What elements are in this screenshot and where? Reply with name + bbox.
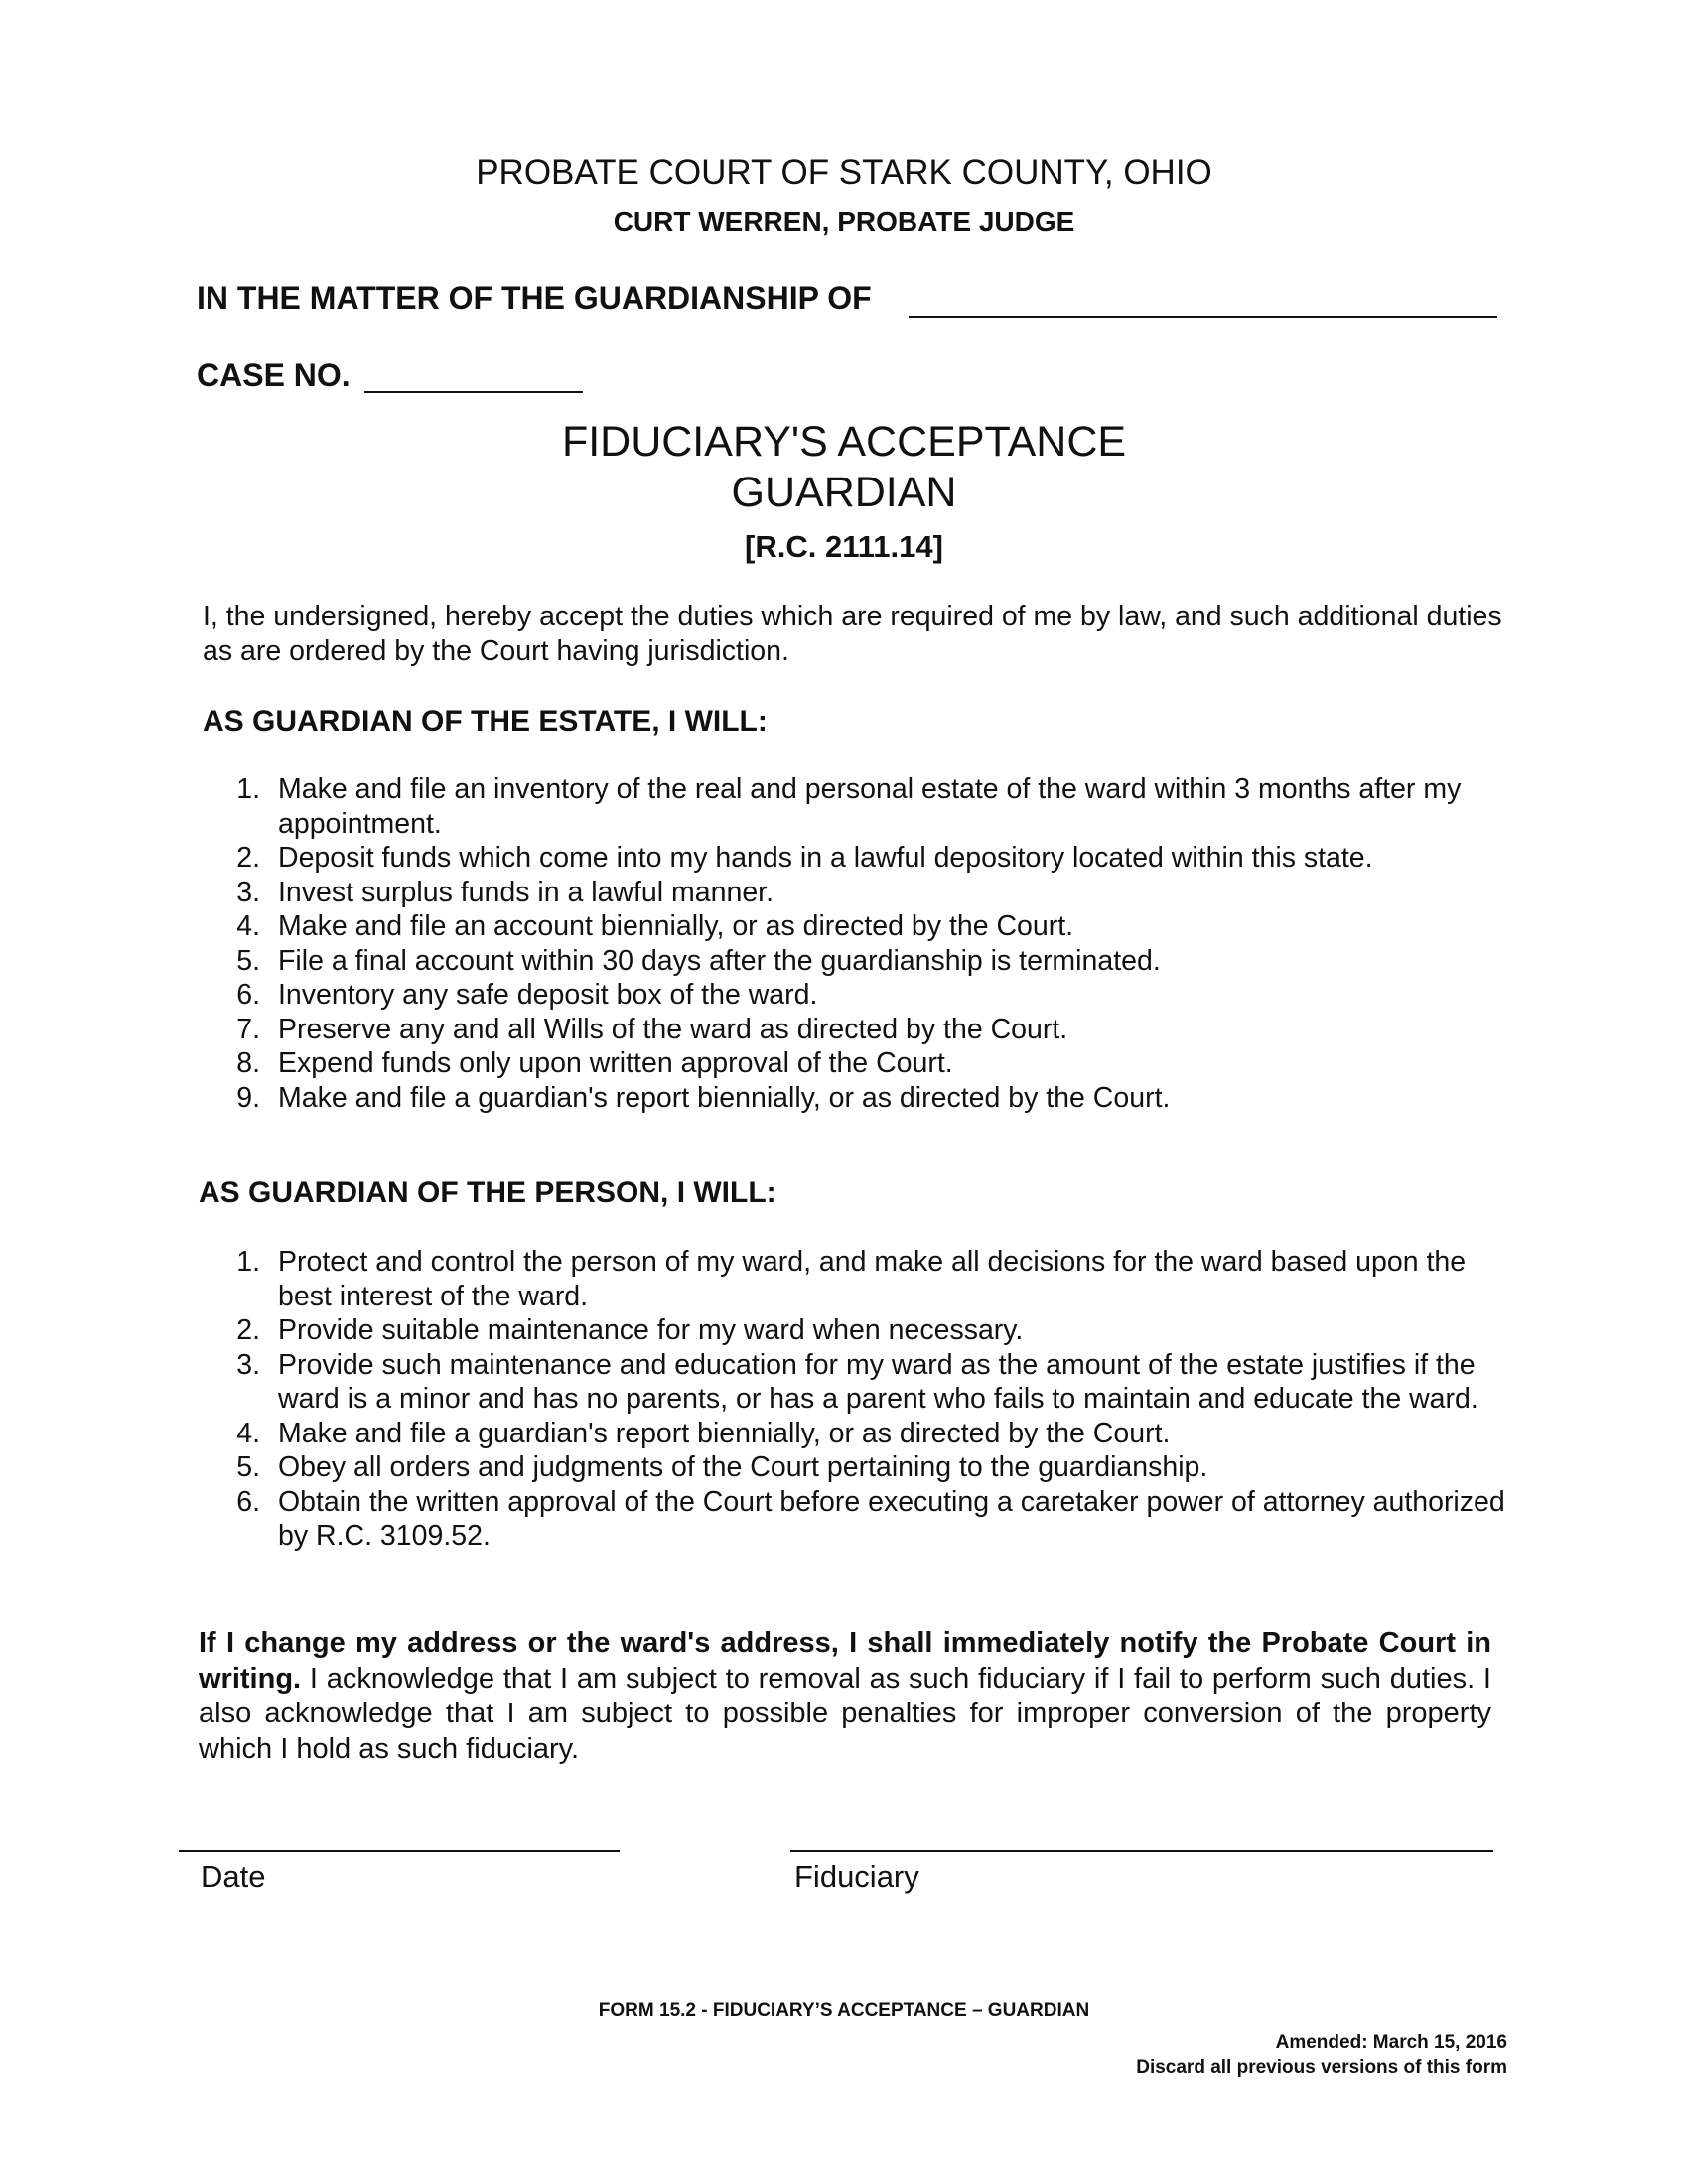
list-number: 2.	[236, 1314, 260, 1346]
list-item	[230, 1081, 1521, 1116]
list-text: Deposit funds which come into my hands in a lawful depository located within this state.	[278, 842, 1373, 874]
list-number: 3.	[236, 876, 260, 908]
list-number: 1.	[236, 1246, 260, 1278]
list-item	[230, 876, 1521, 910]
matter-field[interactable]	[909, 316, 1497, 318]
list-item	[230, 1245, 1521, 1313]
list-text: File a final account within 30 days after the guardianship is terminated.	[278, 944, 1161, 977]
estate-duties-list	[230, 772, 1521, 1115]
list-item	[230, 1313, 1521, 1348]
list-text: Obey all orders and judgments of the Court pertaining to the guardianship.	[278, 1451, 1208, 1483]
closing-paragraph	[199, 1626, 1491, 1767]
list-number: 7.	[236, 1013, 260, 1045]
list-number: 1.	[236, 773, 260, 805]
estate-heading: AS GUARDIAN OF THE ESTATE, I WILL:	[203, 705, 768, 738]
statute-reference: [R.C. 2111.14]	[745, 529, 943, 564]
date-signature-line[interactable]	[179, 1850, 620, 1852]
list-text: Inventory any safe deposit box of the ward.	[278, 979, 818, 1011]
list-item	[230, 1417, 1521, 1451]
list-item	[230, 1046, 1521, 1081]
closing-bold-notice: If I change my address or the ward's address, I shall immediately notify the Probate Court in writing.	[199, 1627, 1491, 1695]
list-number: 4.	[236, 910, 260, 942]
list-item	[230, 1485, 1521, 1554]
list-number: 5.	[236, 944, 260, 977]
intro-paragraph: I, the undersigned, hereby accept the duties which are required of me by law, and such additional duties as are ordered by the Court having jurisdiction.	[203, 601, 1502, 667]
list-number: 5.	[236, 1451, 260, 1483]
list-number: 6.	[236, 979, 260, 1011]
list-item	[230, 772, 1521, 841]
case-no-field[interactable]	[364, 391, 583, 393]
form-subtitle: GUARDIAN	[731, 469, 957, 516]
form-footer-id: FORM 15.2 - FIDUCIARY’S ACCEPTANCE – GUARDIAN	[598, 2000, 1090, 2021]
fiduciary-signature-line[interactable]	[790, 1850, 1493, 1852]
list-item	[230, 909, 1521, 944]
list-number: 2.	[236, 842, 260, 874]
list-text: Expend funds only upon written approval of the Court.	[278, 1047, 953, 1079]
list-item	[230, 1450, 1521, 1485]
person-heading: AS GUARDIAN OF THE PERSON, I WILL:	[199, 1176, 776, 1209]
list-item	[230, 978, 1521, 1013]
list-number: 6.	[236, 1485, 260, 1518]
list-text: Make and file an account biennially, or as directed by the Court.	[278, 910, 1074, 942]
closing-text: I acknowledge that I am subject to removal as such fiduciary if I fail to perform such duties. I also acknowledge that I am subject to possible penalties for improper conversion of the property which I hold as such fiduciary.	[199, 1662, 1491, 1765]
date-label: Date	[201, 1859, 266, 1894]
list-item	[230, 1013, 1521, 1047]
case-no-label: CASE NO.	[197, 357, 351, 393]
court-title: PROBATE COURT OF STARK COUNTY, OHIO	[476, 153, 1212, 192]
list-text: Preserve any and all Wills of the ward as directed by the Court.	[278, 1013, 1068, 1045]
discard-notice: Discard all previous versions of this form	[1136, 2057, 1507, 2078]
list-number: 4.	[236, 1417, 260, 1449]
list-text: Provide such maintenance and education for my ward as the amount of the estate justifies if the ward is a minor and has no parents, or has a parent who fails to maintain and educate the ward.	[278, 1348, 1478, 1415]
fiduciary-label: Fiduciary	[794, 1859, 919, 1894]
list-text: Protect and control the person of my ward, and make all decisions for the ward based upon the best interest of the ward.	[278, 1246, 1467, 1312]
list-text: Make and file a guardian's report biennially, or as directed by the Court.	[278, 1417, 1171, 1449]
list-item	[230, 841, 1521, 876]
matter-label: IN THE MATTER OF THE GUARDIANSHIP OF	[197, 280, 872, 316]
list-item	[230, 1348, 1521, 1417]
list-number: 9.	[236, 1081, 260, 1114]
form-title: FIDUCIARY'S ACCEPTANCE	[561, 418, 1127, 466]
person-duties-list	[230, 1245, 1521, 1554]
list-text: Make and file an inventory of the real and personal estate of the ward within 3 months after my appointment.	[278, 773, 1462, 840]
list-text: Provide suitable maintenance for my ward when necessary.	[278, 1314, 1024, 1346]
list-text: Make and file a guardian's report biennially, or as directed by the Court.	[278, 1081, 1171, 1114]
judge-name: CURT WERREN, PROBATE JUDGE	[613, 206, 1075, 237]
list-number: 3.	[236, 1348, 260, 1381]
list-item	[230, 944, 1521, 979]
list-text: Obtain the written approval of the Court before executing a caretaker power of attorney authorized by R.C. 3109.52.	[278, 1485, 1505, 1552]
list-text: Invest surplus funds in a lawful manner.	[278, 876, 774, 908]
list-number: 8.	[236, 1047, 260, 1079]
amended-date: Amended: March 15, 2016	[1275, 2032, 1507, 2053]
